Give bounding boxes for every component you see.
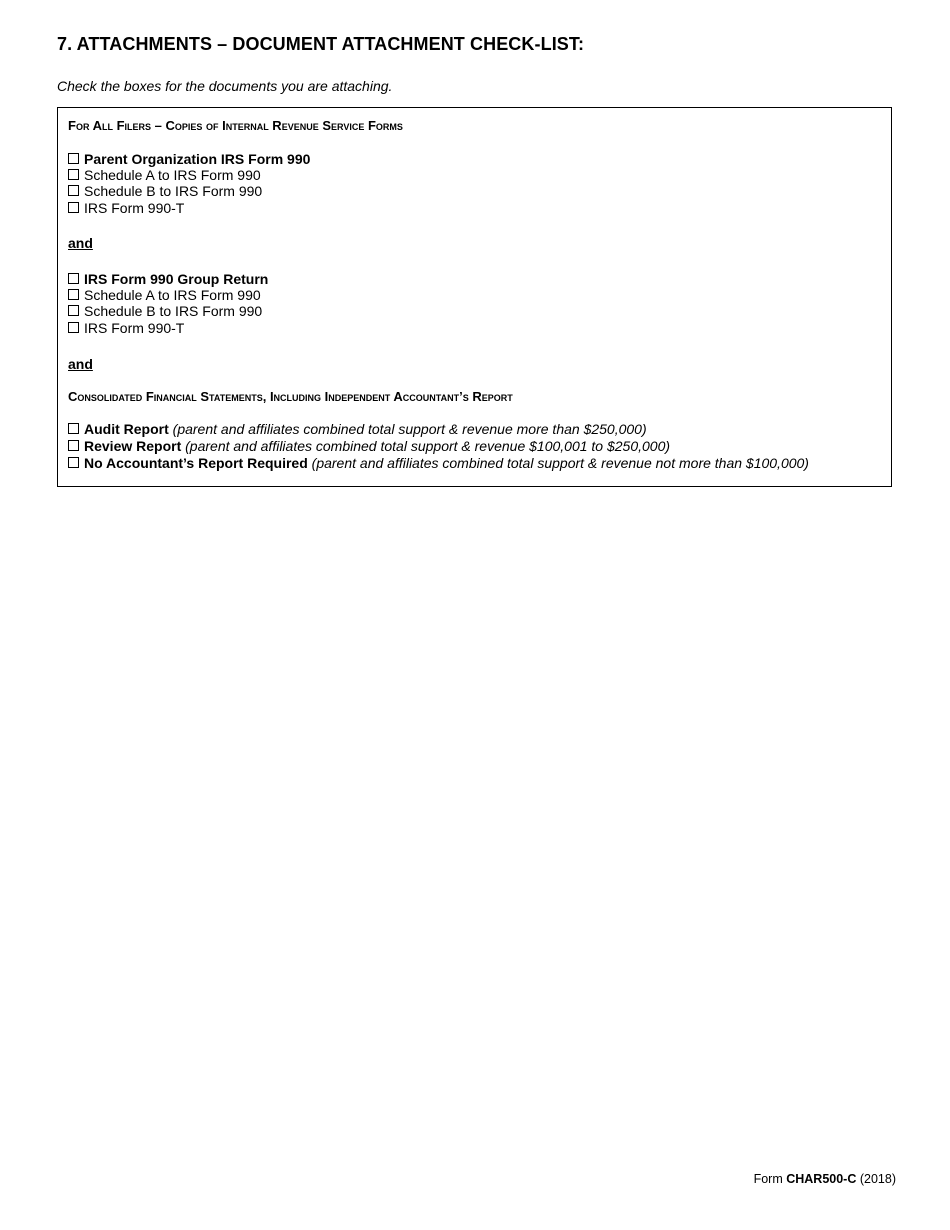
item-label: Audit Report (84, 421, 169, 437)
checkbox[interactable] (68, 457, 79, 468)
attachment-checklist-box (57, 107, 892, 487)
item-label: Schedule B to IRS Form 990 (84, 303, 263, 320)
checklist-item-parent-form-990[interactable] (68, 151, 310, 167)
footer-form-id: CHAR500-C (786, 1172, 857, 1186)
item-label: Review Report (84, 438, 182, 454)
item-label: Schedule A to IRS Form 990 (84, 167, 261, 184)
footer-year: (2018) (859, 1172, 896, 1186)
checklist-item-audit-report[interactable] (68, 421, 809, 438)
financial-statements-heading: Consolidated Financial Statements, Including Independent Accountant’s Report (68, 389, 513, 404)
form-footer (754, 1172, 896, 1186)
group-return-group (68, 271, 268, 336)
checkbox[interactable] (68, 185, 79, 196)
irs-forms-heading: For All Filers – Copies of Internal Revenue Service Forms (68, 118, 403, 133)
checklist-item-group-return-990[interactable] (68, 271, 268, 287)
item-label: IRS Form 990-T (84, 319, 185, 336)
item-label: Parent Organization IRS Form 990 (84, 151, 311, 167)
footer-prefix: Form (753, 1172, 783, 1186)
section-title: 7. ATTACHMENTS – DOCUMENT ATTACHMENT CHECK-LIST: (57, 34, 585, 54)
item-note: (parent and affiliates combined total support & revenue $100,001 to $250,000) (185, 438, 671, 454)
checklist-item-group-990-t[interactable] (68, 320, 268, 336)
and-connector: and (68, 235, 93, 251)
item-label: Schedule A to IRS Form 990 (84, 287, 261, 304)
checklist-item-group-schedule-a[interactable] (68, 287, 268, 303)
parent-organization-group (68, 151, 310, 216)
item-note: (parent and affiliates combined total support & revenue more than $250,000) (172, 421, 647, 437)
and-connector: and (68, 356, 93, 372)
item-label: IRS Form 990-T (84, 199, 185, 216)
instructions-text: Check the boxes for the documents you are attaching. (57, 78, 393, 94)
checkbox[interactable] (68, 322, 79, 333)
checkbox[interactable] (68, 169, 79, 180)
checkbox[interactable] (68, 440, 79, 451)
checklist-item-group-schedule-b[interactable] (68, 303, 268, 319)
checklist-item-parent-schedule-a[interactable] (68, 167, 310, 183)
checklist-item-parent-schedule-b[interactable] (68, 183, 310, 199)
item-label: IRS Form 990 Group Return (84, 271, 269, 287)
checkbox[interactable] (68, 305, 79, 316)
checkbox[interactable] (68, 423, 79, 434)
checkbox[interactable] (68, 153, 79, 164)
checklist-item-review-report[interactable] (68, 438, 809, 455)
item-note: (parent and affiliates combined total support & revenue not more than $100,000) (311, 455, 809, 471)
checkbox[interactable] (68, 289, 79, 300)
item-label: Schedule B to IRS Form 990 (84, 183, 263, 200)
checkbox[interactable] (68, 202, 79, 213)
checklist-item-parent-990-t[interactable] (68, 200, 310, 216)
checklist-item-no-report-required[interactable] (68, 455, 809, 472)
item-label: No Accountant’s Report Required (84, 455, 308, 471)
checkbox[interactable] (68, 273, 79, 284)
accountant-reports-group (68, 421, 809, 472)
